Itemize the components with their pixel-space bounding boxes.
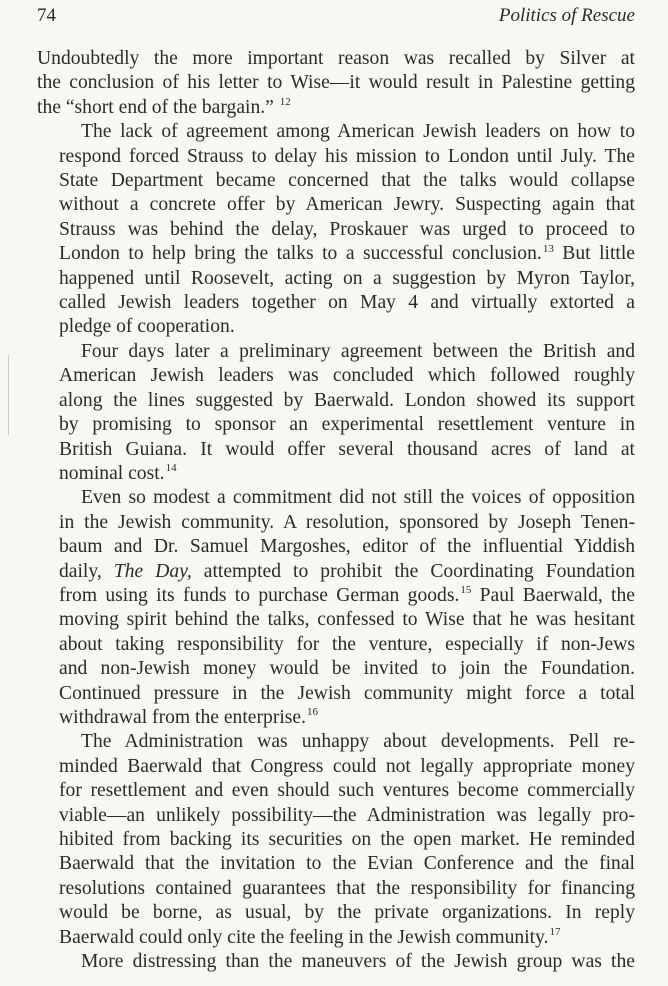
text-line (37, 584, 635, 608)
text-line (37, 242, 635, 266)
paragraph-2 (37, 120, 635, 340)
text-fragment: But little (562, 243, 636, 265)
text-line: hibited from backing its securities on the open market. He reminded (59, 829, 635, 850)
text-line: about taking responsibility for the venture, especially if non-Jews (59, 633, 635, 655)
text-fragment: Paul Baerwald, the (479, 584, 635, 606)
text-line (37, 96, 635, 120)
text-line: Continued pressure in the Jewish community might force a total (59, 682, 635, 704)
text-line: baum and Dr. Samuel Margoshes, editor of the influential Yiddish (59, 536, 635, 558)
margin-mark (8, 355, 9, 435)
footnote-ref: 12 (279, 96, 291, 109)
text-line: pledge of cooperation. (59, 316, 235, 338)
text-line: Strauss was behind the delay, Proskauer was urged to proceed to (59, 218, 635, 240)
book-page (37, 3, 635, 974)
text-line: resolutions contained guarantees that the responsibility for financing (59, 877, 635, 899)
text-fragment: the “short end of the bargain.” (37, 96, 274, 118)
text-line: The Administration was unhappy about developments. Pell re- (81, 731, 635, 753)
text-line: minded Baerwald that Congress could not legally appropriate money (59, 755, 635, 777)
page-number: 74 (37, 5, 56, 26)
text-line: and non-Jewish money would be invited to join the Foundation. (59, 658, 635, 680)
text-line: without a concrete offer by American Jewry. Suspecting again that (59, 194, 635, 216)
text-line: moving spirit behind the talks, confessed to Wise that he was hesitant (59, 609, 635, 631)
newspaper-title: The Day, (113, 560, 192, 582)
text-line: by promising to sponsor an experimental resettlement venture in (59, 414, 635, 436)
text-fragment: attempted to prohibit the Coordinating Foundation (203, 560, 636, 582)
text-line: British Guiana. It would offer several thousand acres of land at (59, 438, 635, 460)
running-head (37, 3, 635, 29)
text-fragment: daily, (59, 560, 102, 582)
text-fragment: withdrawal from the enterprise. (59, 706, 307, 728)
text-line: Four days later a preliminary agreement between the British and (81, 340, 635, 362)
text-line: Undoubtedly the more important reason was recalled by Silver at (37, 48, 635, 69)
paragraph-3 (37, 340, 635, 486)
text-line: The lack of agreement among American Jewish leaders on how to (81, 121, 635, 143)
text-line (37, 926, 635, 950)
text-fragment: London to help bring the talks to a successful conclusion. (59, 243, 542, 265)
text-line: American Jewish leaders was concluded which followed roughly (59, 365, 635, 387)
footnote-ref: 17 (549, 926, 561, 939)
footnote-ref: 13 (542, 242, 554, 255)
text-line: Even so modest a commitment did not still the voices of opposition (81, 487, 635, 509)
text-line: in the Jewish community. A resolution, sponsored by Joseph Tenen- (59, 511, 635, 533)
text-line: Baerwald that the invitation to the Evian Conference and the final (59, 853, 635, 875)
text-line (37, 560, 635, 584)
text-line: the conclusion of his letter to Wise—it would result in Palestine getting (37, 72, 635, 94)
text-line: State Department became concerned that the talks would collapse (59, 170, 635, 192)
text-line: viable—an unlikely possibility—the Administration was legally pro- (59, 804, 635, 826)
text-line (37, 706, 635, 730)
paragraph-4 (37, 486, 635, 730)
paragraph-6 (37, 950, 635, 974)
text-line: along the lines suggested by Baerwald. London showed its support (59, 389, 635, 411)
text-line: happened until Roosevelt, acting on a suggestion by Myron Taylor, (59, 267, 635, 289)
text-fragment: Baerwald could only cite the feeling in the Jewish community. (59, 926, 549, 948)
text-line: respond forced Strauss to delay his mission to London until July. The (59, 145, 635, 167)
text-line: for resettlement and even should such ventures become commercially (59, 780, 635, 802)
text-fragment: from using its funds to purchase German goods. (59, 584, 460, 606)
running-title: Politics of Rescue (498, 5, 635, 26)
paragraph-1 (37, 47, 635, 120)
text-line (37, 462, 635, 486)
paragraph-5 (37, 730, 635, 950)
text-fragment: nominal cost. (59, 462, 165, 484)
footnote-ref: 16 (307, 706, 319, 719)
text-line: More distressing than the maneuvers of the Jewish group was the (81, 951, 635, 973)
text-line: would be borne, as usual, by the private organizations. In reply (59, 902, 635, 924)
footnote-ref: 15 (460, 584, 472, 597)
text-line: called Jewish leaders together on May 4 and virtually extorted a (59, 292, 635, 314)
body-text (37, 47, 635, 974)
footnote-ref: 14 (165, 462, 177, 475)
